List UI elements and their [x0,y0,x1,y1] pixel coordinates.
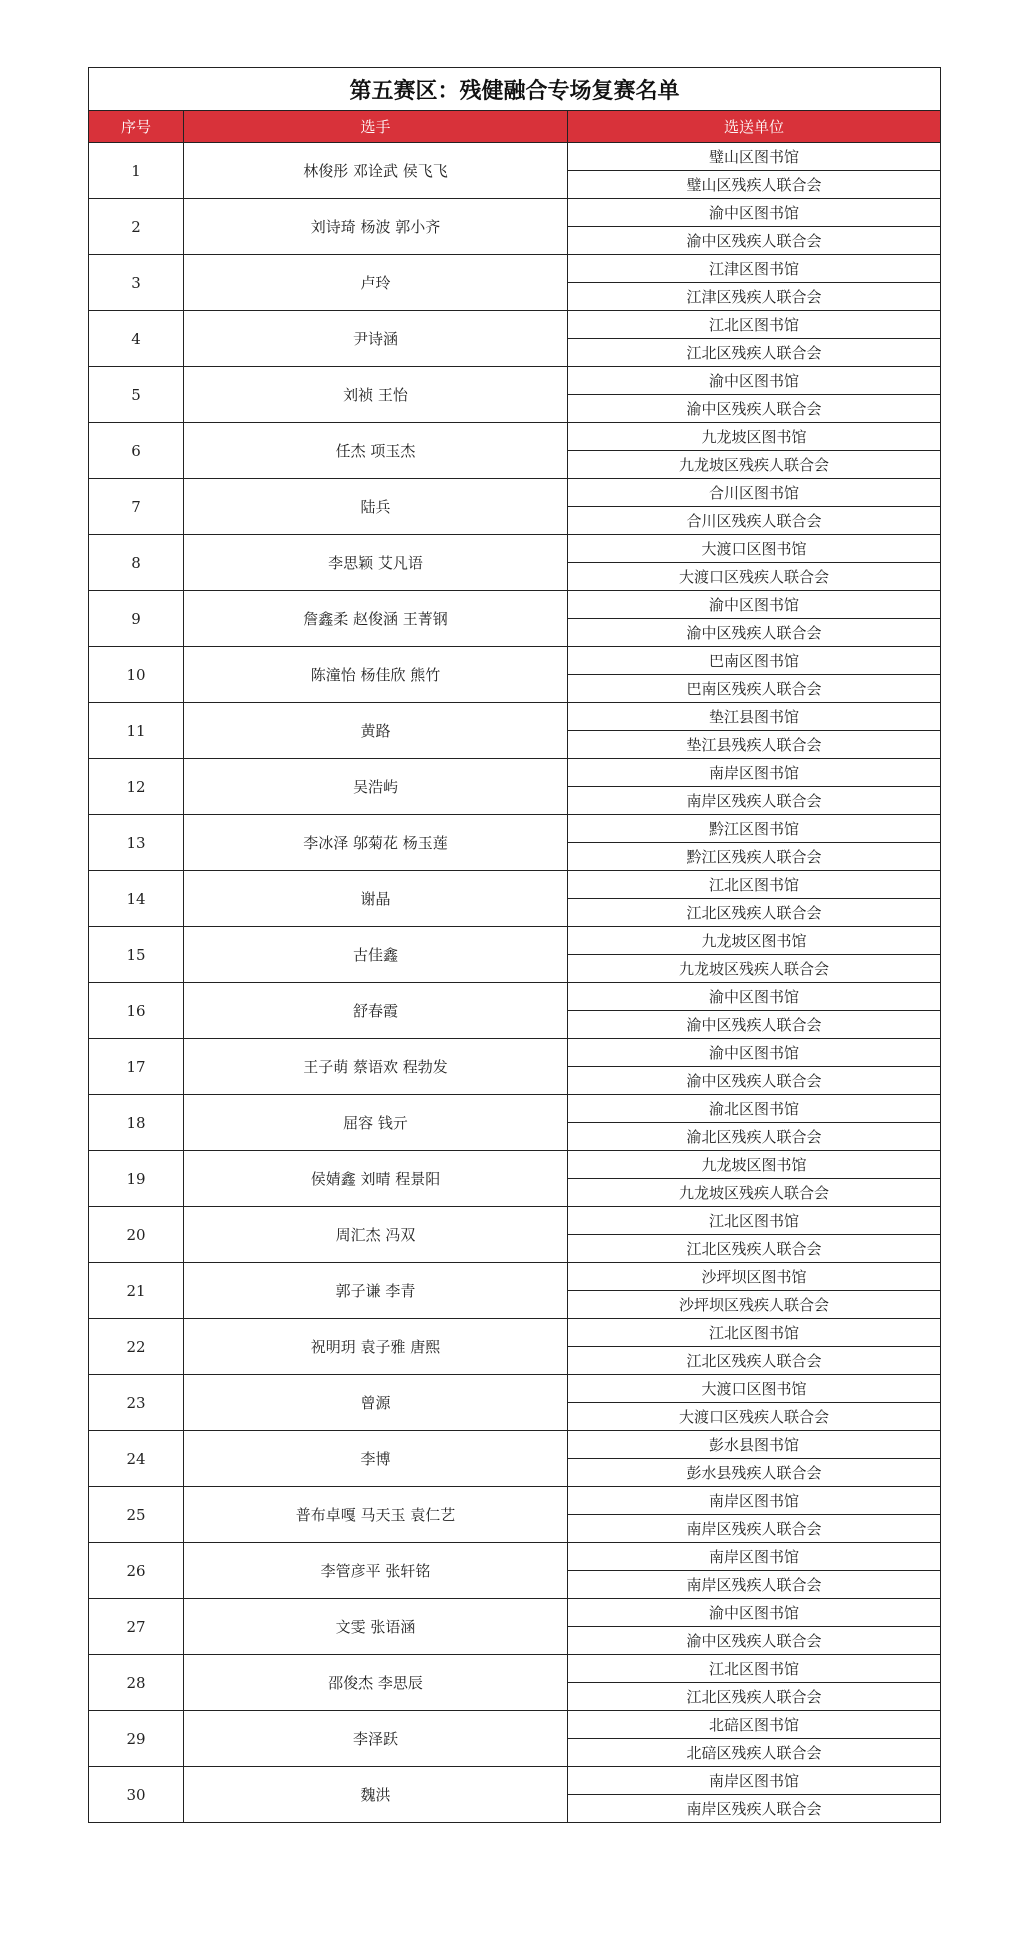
table-row [89,1599,941,1627]
row-number: 28 [89,1655,184,1711]
table-row [89,1711,941,1739]
table-body [89,143,941,1823]
unit-library: 黔江区图书馆 [568,815,941,843]
table-row [89,1319,941,1347]
player-names: 李管彦平 张轩铭 [184,1543,568,1599]
player-names: 詹鑫柔 赵俊涵 王菁钢 [184,591,568,647]
unit-library: 江北区图书馆 [568,311,941,339]
unit-library: 南岸区图书馆 [568,759,941,787]
unit-library: 江北区图书馆 [568,1207,941,1235]
unit-library: 江北区图书馆 [568,1319,941,1347]
unit-federation: 南岸区残疾人联合会 [568,787,941,815]
table-row [89,1263,941,1291]
table-title: 第五赛区：残健融合专场复赛名单 [89,68,941,111]
table-row [89,1095,941,1123]
player-names: 古佳鑫 [184,927,568,983]
unit-library: 九龙坡区图书馆 [568,423,941,451]
player-names: 舒春霞 [184,983,568,1039]
unit-federation: 九龙坡区残疾人联合会 [568,1179,941,1207]
player-names: 普布卓嘎 马天玉 袁仁艺 [184,1487,568,1543]
table-row [89,1375,941,1403]
player-names: 李博 [184,1431,568,1487]
player-names: 李冰泽 邬菊花 杨玉莲 [184,815,568,871]
unit-library: 渝中区图书馆 [568,1599,941,1627]
player-names: 尹诗涵 [184,311,568,367]
unit-federation: 合川区残疾人联合会 [568,507,941,535]
table-row [89,1151,941,1179]
unit-library: 巴南区图书馆 [568,647,941,675]
player-names: 侯婧鑫 刘晴 程景阳 [184,1151,568,1207]
table-row [89,1207,941,1235]
unit-library: 渝中区图书馆 [568,591,941,619]
player-names: 王子萌 蔡语欢 程勃发 [184,1039,568,1095]
unit-federation: 黔江区残疾人联合会 [568,843,941,871]
unit-library: 南岸区图书馆 [568,1767,941,1795]
row-number: 4 [89,311,184,367]
unit-library: 垫江县图书馆 [568,703,941,731]
table-row [89,1039,941,1067]
player-names: 刘祯 王怡 [184,367,568,423]
row-number: 19 [89,1151,184,1207]
table-row [89,1543,941,1571]
row-number: 16 [89,983,184,1039]
row-number: 11 [89,703,184,759]
unit-federation: 垫江县残疾人联合会 [568,731,941,759]
player-names: 谢晶 [184,871,568,927]
unit-federation: 江津区残疾人联合会 [568,283,941,311]
header-row [89,111,941,143]
table-row [89,815,941,843]
unit-library: 江北区图书馆 [568,1655,941,1683]
player-names: 刘诗琦 杨波 郭小齐 [184,199,568,255]
unit-library: 彭水县图书馆 [568,1431,941,1459]
header-no: 序号 [89,111,184,143]
unit-federation: 江北区残疾人联合会 [568,899,941,927]
row-number: 22 [89,1319,184,1375]
unit-library: 九龙坡区图书馆 [568,927,941,955]
table-row [89,591,941,619]
player-names: 屈容 钱亓 [184,1095,568,1151]
player-names: 邵俊杰 李思辰 [184,1655,568,1711]
unit-federation: 渝中区残疾人联合会 [568,1011,941,1039]
player-names: 陆兵 [184,479,568,535]
row-number: 20 [89,1207,184,1263]
unit-federation: 渝中区残疾人联合会 [568,619,941,647]
unit-federation: 九龙坡区残疾人联合会 [568,955,941,983]
unit-library: 南岸区图书馆 [568,1487,941,1515]
player-names: 郭子谦 李青 [184,1263,568,1319]
table-row [89,1767,941,1795]
row-number: 8 [89,535,184,591]
row-number: 12 [89,759,184,815]
row-number: 2 [89,199,184,255]
table-row [89,647,941,675]
row-number: 3 [89,255,184,311]
player-names: 黄路 [184,703,568,759]
row-number: 6 [89,423,184,479]
table-row [89,759,941,787]
unit-library: 北碚区图书馆 [568,1711,941,1739]
table-row [89,367,941,395]
row-number: 27 [89,1599,184,1655]
unit-library: 大渡口区图书馆 [568,535,941,563]
unit-library: 江北区图书馆 [568,871,941,899]
player-names: 吴浩屿 [184,759,568,815]
unit-federation: 渝北区残疾人联合会 [568,1123,941,1151]
roster-table [88,67,941,1823]
row-number: 17 [89,1039,184,1095]
unit-federation: 渝中区残疾人联合会 [568,395,941,423]
unit-federation: 北碚区残疾人联合会 [568,1739,941,1767]
player-names: 李思颖 艾凡语 [184,535,568,591]
player-names: 曾源 [184,1375,568,1431]
unit-library: 大渡口区图书馆 [568,1375,941,1403]
unit-federation: 南岸区残疾人联合会 [568,1571,941,1599]
player-names: 文雯 张语涵 [184,1599,568,1655]
row-number: 10 [89,647,184,703]
unit-library: 渝中区图书馆 [568,1039,941,1067]
player-names: 任杰 项玉杰 [184,423,568,479]
unit-federation: 沙坪坝区残疾人联合会 [568,1291,941,1319]
table-row [89,1487,941,1515]
row-number: 29 [89,1711,184,1767]
unit-federation: 江北区残疾人联合会 [568,1683,941,1711]
unit-federation: 江北区残疾人联合会 [568,1235,941,1263]
table-row [89,983,941,1011]
player-names: 卢玲 [184,255,568,311]
title-row [89,68,941,111]
player-names: 祝明玥 袁子雅 唐熙 [184,1319,568,1375]
row-number: 13 [89,815,184,871]
table-row [89,1431,941,1459]
unit-library: 渝中区图书馆 [568,983,941,1011]
unit-federation: 渝中区残疾人联合会 [568,227,941,255]
table-row [89,423,941,451]
unit-federation: 渝中区残疾人联合会 [568,1067,941,1095]
table-row [89,927,941,955]
unit-federation: 南岸区残疾人联合会 [568,1795,941,1823]
unit-federation: 巴南区残疾人联合会 [568,675,941,703]
row-number: 24 [89,1431,184,1487]
unit-federation: 江北区残疾人联合会 [568,1347,941,1375]
unit-federation: 江北区残疾人联合会 [568,339,941,367]
row-number: 7 [89,479,184,535]
unit-library: 九龙坡区图书馆 [568,1151,941,1179]
table-row [89,311,941,339]
row-number: 21 [89,1263,184,1319]
unit-federation: 大渡口区残疾人联合会 [568,1403,941,1431]
unit-library: 江津区图书馆 [568,255,941,283]
unit-federation: 璧山区残疾人联合会 [568,171,941,199]
table-row [89,255,941,283]
row-number: 25 [89,1487,184,1543]
table-row [89,703,941,731]
unit-federation: 大渡口区残疾人联合会 [568,563,941,591]
player-names: 林俊彤 邓诠武 侯飞飞 [184,143,568,199]
unit-library: 渝中区图书馆 [568,367,941,395]
unit-library: 渝北区图书馆 [568,1095,941,1123]
row-number: 26 [89,1543,184,1599]
unit-library: 合川区图书馆 [568,479,941,507]
header-unit: 选送单位 [568,111,941,143]
header-players: 选手 [184,111,568,143]
table-row [89,143,941,171]
unit-federation: 彭水县残疾人联合会 [568,1459,941,1487]
row-number: 14 [89,871,184,927]
player-names: 陈潼怡 杨佳欣 熊竹 [184,647,568,703]
table-row [89,199,941,227]
unit-library: 南岸区图书馆 [568,1543,941,1571]
row-number: 9 [89,591,184,647]
unit-federation: 九龙坡区残疾人联合会 [568,451,941,479]
player-names: 魏洪 [184,1767,568,1823]
row-number: 23 [89,1375,184,1431]
player-names: 李泽跃 [184,1711,568,1767]
row-number: 5 [89,367,184,423]
row-number: 15 [89,927,184,983]
unit-library: 沙坪坝区图书馆 [568,1263,941,1291]
table-row [89,479,941,507]
table-row [89,1655,941,1683]
unit-federation: 南岸区残疾人联合会 [568,1515,941,1543]
row-number: 18 [89,1095,184,1151]
unit-library: 璧山区图书馆 [568,143,941,171]
row-number: 30 [89,1767,184,1823]
table-row [89,535,941,563]
player-names: 周汇杰 冯双 [184,1207,568,1263]
unit-library: 渝中区图书馆 [568,199,941,227]
row-number: 1 [89,143,184,199]
unit-federation: 渝中区残疾人联合会 [568,1627,941,1655]
table-row [89,871,941,899]
